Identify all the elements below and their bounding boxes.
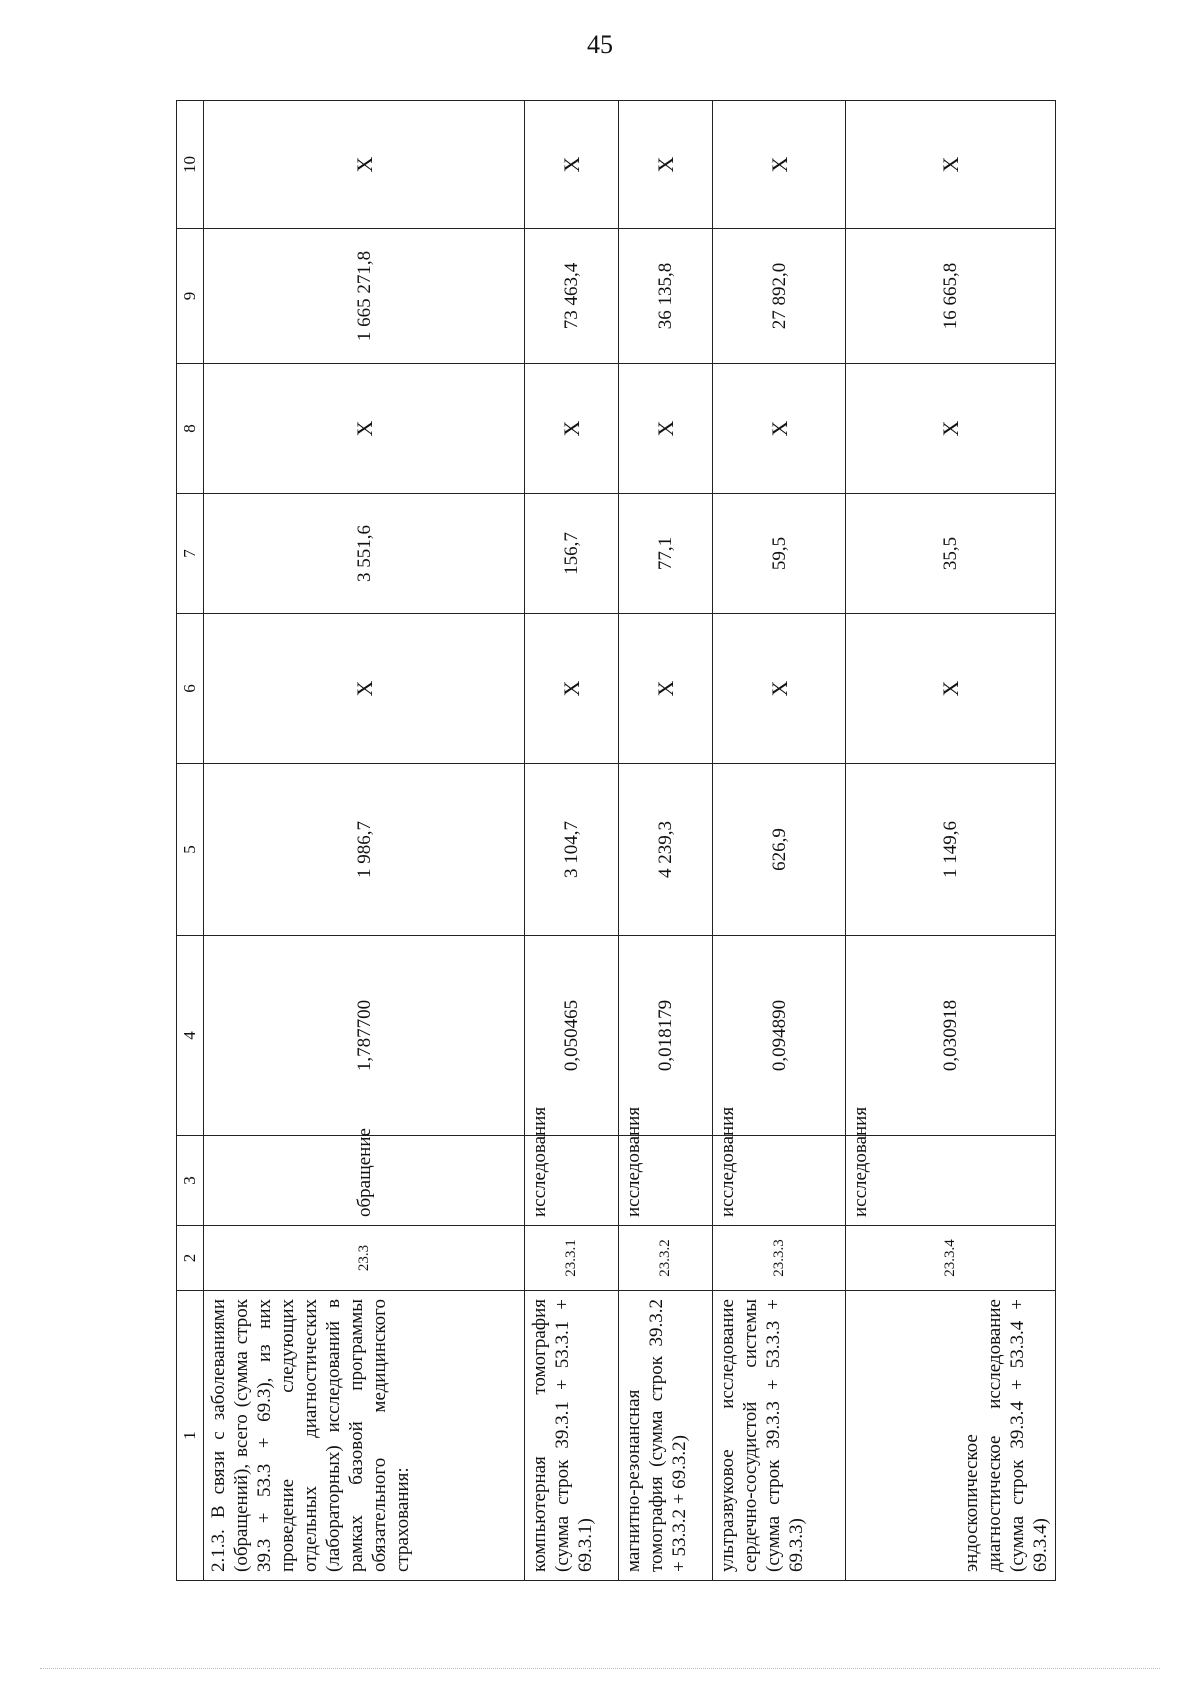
row-col8: X bbox=[619, 364, 713, 494]
row-col6: X bbox=[713, 614, 846, 764]
col-header-4: 4 bbox=[177, 936, 204, 1136]
row-code: 23.3.2 bbox=[619, 1226, 713, 1291]
row-name: компьютерная томография (сумма строк 39.3.1 + 53.3.1 + 69.3.1) bbox=[525, 1291, 619, 1581]
row-name: эндоскопическое диагностическое исследование (сумма строк 39.3.4 + 53.3.4 + 69.3.4) bbox=[846, 1291, 1056, 1581]
table-container bbox=[176, 101, 1056, 1581]
row-col9: 1 665 271,8 bbox=[204, 229, 525, 364]
row-col9: 73 463,4 bbox=[525, 229, 619, 364]
row-col6: X bbox=[525, 614, 619, 764]
row-col4: 1,787700 bbox=[204, 936, 525, 1136]
row-col5: 1 986,7 bbox=[204, 764, 525, 936]
col-header-8: 8 bbox=[177, 364, 204, 494]
row-unit: исследования bbox=[846, 1136, 1056, 1226]
col-header-6: 6 bbox=[177, 614, 204, 764]
col-header-3: 3 bbox=[177, 1136, 204, 1226]
row-code: 23.3.1 bbox=[525, 1226, 619, 1291]
table-row bbox=[713, 101, 846, 1581]
row-col8: X bbox=[846, 364, 1056, 494]
col-header-10: 10 bbox=[177, 101, 204, 229]
table-row bbox=[619, 101, 713, 1581]
row-code: 23.3.4 bbox=[846, 1226, 1056, 1291]
row-name: ультразвуковое исследование сердечно-сосудистой системы (сумма строк 39.3.3 + 53.3.3 + 69.3.3) bbox=[713, 1291, 846, 1581]
row-col6: X bbox=[619, 614, 713, 764]
row-col10: X bbox=[619, 101, 713, 229]
col-header-9: 9 bbox=[177, 229, 204, 364]
row-col8: X bbox=[204, 364, 525, 494]
row-col7: 35,5 bbox=[846, 494, 1056, 614]
col-header-7: 7 bbox=[177, 494, 204, 614]
row-col4: 0,050465 bbox=[525, 936, 619, 1136]
page-number: 45 bbox=[587, 30, 613, 59]
row-col5: 3 104,7 bbox=[525, 764, 619, 936]
row-col8: X bbox=[713, 364, 846, 494]
row-col4: 0,030918 bbox=[846, 936, 1056, 1136]
row-col7: 59,5 bbox=[713, 494, 846, 614]
row-col7: 3 551,6 bbox=[204, 494, 525, 614]
row-unit: исследования bbox=[713, 1136, 846, 1226]
table-row bbox=[204, 101, 525, 1581]
row-name: 2.1.3. В связи с заболеваниями (обращений), всего (сумма строк 39.3 + 53.3 + 69.3), из них проведение следующих отдельных диагностических (лабораторных) исследований в рамках базовой программы обязательного медицинского страхования: bbox=[204, 1291, 525, 1581]
row-code: 23.3 bbox=[204, 1226, 525, 1291]
row-code: 23.3.3 bbox=[713, 1226, 846, 1291]
row-col5: 1 149,6 bbox=[846, 764, 1056, 936]
scan-edge-noise bbox=[40, 1668, 1160, 1669]
row-name: магнитно-резонансная томография (сумма строк 39.3.2 + 53.3.2 + 69.3.2) bbox=[619, 1291, 713, 1581]
row-col9: 36 135,8 bbox=[619, 229, 713, 364]
row-unit: обращение bbox=[204, 1136, 525, 1226]
row-col6: X bbox=[204, 614, 525, 764]
row-col6: X bbox=[846, 614, 1056, 764]
row-col7: 156,7 bbox=[525, 494, 619, 614]
col-header-2: 2 bbox=[177, 1226, 204, 1291]
row-col8: X bbox=[525, 364, 619, 494]
row-col9: 16 665,8 bbox=[846, 229, 1056, 364]
row-unit: исследования bbox=[619, 1136, 713, 1226]
row-col7: 77,1 bbox=[619, 494, 713, 614]
row-unit: исследования bbox=[525, 1136, 619, 1226]
row-col10: X bbox=[713, 101, 846, 229]
col-header-1: 1 bbox=[177, 1291, 204, 1581]
program-volume-table bbox=[176, 100, 1056, 1581]
row-col5: 4 239,3 bbox=[619, 764, 713, 936]
table-row bbox=[846, 101, 1056, 1581]
row-col5: 626,9 bbox=[713, 764, 846, 936]
row-col10: X bbox=[204, 101, 525, 229]
row-col10: X bbox=[846, 101, 1056, 229]
col-header-5: 5 bbox=[177, 764, 204, 936]
row-col4: 0,094890 bbox=[713, 936, 846, 1136]
row-col4: 0,018179 bbox=[619, 936, 713, 1136]
column-number-row bbox=[177, 101, 204, 1581]
table-row bbox=[525, 101, 619, 1581]
row-col9: 27 892,0 bbox=[713, 229, 846, 364]
row-col10: X bbox=[525, 101, 619, 229]
